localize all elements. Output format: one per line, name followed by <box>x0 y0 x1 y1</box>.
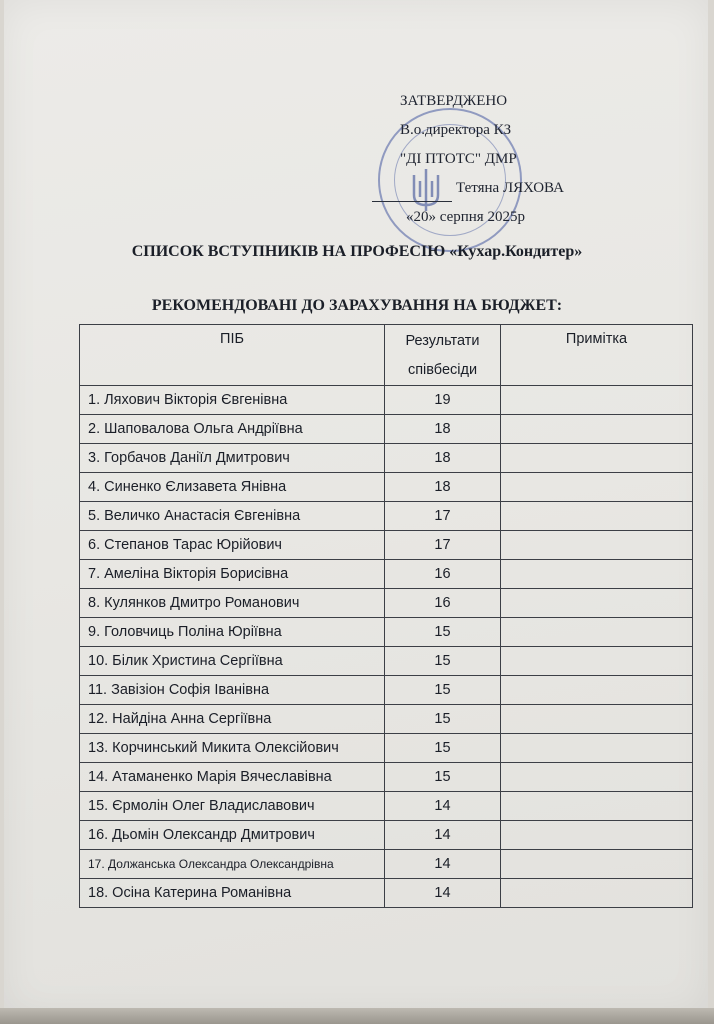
table-row <box>80 560 693 589</box>
interview-score: 15 <box>385 618 501 647</box>
interview-score: 16 <box>385 560 501 589</box>
table-row <box>80 473 693 502</box>
approval-position: В.о.директора КЗ <box>400 122 512 138</box>
table-row <box>80 444 693 473</box>
table-header-row <box>80 325 693 386</box>
page-title: СПИСОК ВСТУПНИКІВ НА ПРОФЕСІЮ «Кухар.Кондитер» <box>131 243 583 260</box>
header-name: ПІБ <box>80 325 385 386</box>
table-row <box>80 415 693 444</box>
interview-score: 14 <box>385 879 501 908</box>
table-row <box>80 792 693 821</box>
table-row <box>80 502 693 531</box>
table-row <box>80 879 693 908</box>
table-row <box>80 763 693 792</box>
approval-title: ЗАТВЕРДЖЕНО <box>400 93 508 109</box>
note-cell <box>501 502 693 531</box>
note-cell <box>501 734 693 763</box>
table-row <box>80 618 693 647</box>
interview-score: 17 <box>385 531 501 560</box>
note-cell <box>501 618 693 647</box>
table-body <box>80 386 693 908</box>
approval-date: «20» серпня 2025р <box>406 209 525 225</box>
applicant-name: 16. Дьомін Олександр Дмитрович <box>80 821 385 850</box>
approval-signer: Тетяна ЛЯХОВА <box>456 180 564 196</box>
approval-institution: "ДІ ПТОТС" ДМР <box>400 151 517 167</box>
note-cell <box>501 792 693 821</box>
applicant-name: 12. Найдіна Анна Сергіївна <box>80 705 385 734</box>
applicant-name: 6. Степанов Тарас Юрійович <box>80 531 385 560</box>
note-cell <box>501 676 693 705</box>
applicant-name: 1. Ляхович Вікторія Євгенівна <box>80 386 385 415</box>
note-cell <box>501 647 693 676</box>
interview-score: 15 <box>385 763 501 792</box>
table-row <box>80 705 693 734</box>
interview-score: 16 <box>385 589 501 618</box>
interview-score: 15 <box>385 647 501 676</box>
note-cell <box>501 589 693 618</box>
header-note: Примітка <box>501 325 693 386</box>
note-cell <box>501 444 693 473</box>
table-row <box>80 676 693 705</box>
note-cell <box>501 560 693 589</box>
note-cell <box>501 473 693 502</box>
table-row <box>80 821 693 850</box>
table-row <box>80 589 693 618</box>
interview-score: 15 <box>385 676 501 705</box>
applicant-name: 10. Білик Христина Сергіївна <box>80 647 385 676</box>
table-row <box>80 386 693 415</box>
note-cell <box>501 821 693 850</box>
table-row <box>80 850 693 879</box>
applicant-name: 15. Єрмолін Олег Владиславович <box>80 792 385 821</box>
signature-line <box>372 201 452 202</box>
table-row <box>80 531 693 560</box>
note-cell <box>501 850 693 879</box>
applicant-name: 7. Амеліна Вікторія Борисівна <box>80 560 385 589</box>
interview-score: 17 <box>385 502 501 531</box>
header-result: Результати співбесіди <box>385 325 501 386</box>
page-subtitle: РЕКОМЕНДОВАНІ ДО ЗАРАХУВАННЯ НА БЮДЖЕТ: <box>151 297 563 314</box>
note-cell <box>501 531 693 560</box>
applicant-name: 2. Шаповалова Ольга Андріївна <box>80 415 385 444</box>
applicant-name: 4. Синенко Єлизавета Янівна <box>80 473 385 502</box>
note-cell <box>501 879 693 908</box>
note-cell <box>501 386 693 415</box>
applicants-table <box>79 324 693 908</box>
interview-score: 14 <box>385 821 501 850</box>
trident-emblem-icon <box>408 165 444 213</box>
applicant-name: 18. Осіна Катерина Романівна <box>80 879 385 908</box>
table-row <box>80 647 693 676</box>
note-cell <box>501 763 693 792</box>
applicant-name: 5. Величко Анастасія Євгенівна <box>80 502 385 531</box>
page-edge-shadow <box>0 1008 714 1024</box>
table-row <box>80 734 693 763</box>
applicant-name: 9. Головчиць Поліна Юріївна <box>80 618 385 647</box>
note-cell <box>501 705 693 734</box>
applicant-name: 13. Корчинський Микита Олексійович <box>80 734 385 763</box>
applicant-name: 3. Горбачов Даніїл Дмитрович <box>80 444 385 473</box>
applicant-name: 14. Атаманенко Марія Вячеславівна <box>80 763 385 792</box>
interview-score: 14 <box>385 850 501 879</box>
interview-score: 14 <box>385 792 501 821</box>
applicant-name: 17. Должанська Олександра Олександрівна <box>80 850 385 879</box>
applicant-name: 8. Кулянков Дмитро Романович <box>80 589 385 618</box>
applicant-name: 11. Завізіон Софія Іванівна <box>80 676 385 705</box>
interview-score: 18 <box>385 444 501 473</box>
interview-score: 15 <box>385 734 501 763</box>
note-cell <box>501 415 693 444</box>
interview-score: 15 <box>385 705 501 734</box>
interview-score: 18 <box>385 415 501 444</box>
interview-score: 19 <box>385 386 501 415</box>
interview-score: 18 <box>385 473 501 502</box>
